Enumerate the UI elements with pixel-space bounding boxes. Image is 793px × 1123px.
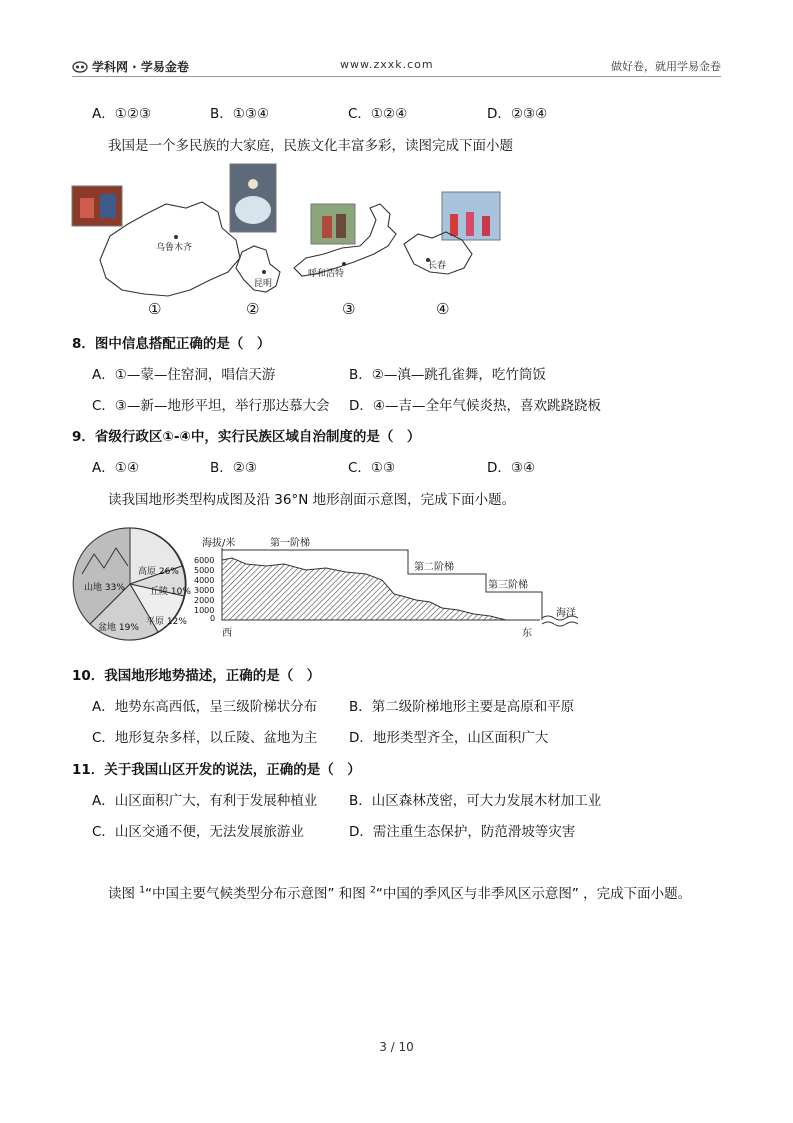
east-label: 东 [522,628,532,639]
figure-2-ref: 2 [370,885,376,896]
intro-climate-part-2: “中国主要气候类型分布示意图” 和图 [145,886,371,902]
pie-label-basin: 盆地 19% [98,623,139,633]
header-slogan: 做好卷，就用学易金卷 [611,60,721,73]
map-number-4: ④ [436,300,450,318]
option-a: A．①②③ [92,106,152,122]
pie-label-plateau: 高原 26% [138,567,179,577]
pie-label-hills: 丘陵 10% [150,587,191,597]
q11-option-b: B．山区森林茂密，可大力发展木材加工业 [349,793,602,809]
question-9-stem: 9．省级行政区①-④中，实行民族区域自治制度的是（ ） [72,429,421,445]
step-1-label: 第一阶梯 [270,538,310,549]
logo-icon [72,61,88,73]
option-c: C．①②④ [348,106,408,122]
west-label: 西 [222,628,232,639]
q8-option-d: D．④—吉—全年气候炎热，喜欢跳跷跷板 [349,398,601,414]
header-url[interactable]: www.zxxk.com [340,58,434,71]
ocean-label: 海洋 [556,608,576,619]
q8-option-c: C．③—新—地形平坦，举行那达慕大会 [92,398,330,414]
option-b: B．①③④ [210,106,270,122]
city-changchun: 长春 [428,261,447,271]
q9-option-b: B．②③ [210,460,257,476]
header-divider [72,76,721,77]
site-logo [72,58,189,75]
y-tick-2000: 2000 [194,596,215,605]
map-number-2: ② [246,300,260,318]
city-urumqi: 乌鲁木齐 [156,243,193,253]
q10-option-c: C．地形复杂多样，以丘陵、盆地为主 [92,730,318,746]
intro-terrain: 读我国地形类型构成图及沿 36°N 地形剖面示意图，完成下面小题。 [108,492,516,508]
step-3-label: 第三阶梯 [488,580,528,591]
pie-label-plain: 平原 12% [146,617,187,627]
map-number-3: ③ [342,300,356,318]
question-8-stem: 8．图中信息搭配正确的是（ ） [72,336,271,352]
question-10-stem: 10．我国地形地势描述，正确的是（ ） [72,668,321,684]
q9-option-c: C．①③ [348,460,396,476]
q11-option-d: D．需注重生态保护，防范滑坡等灾害 [349,824,576,840]
intro-climate-part-1: 读图 [108,886,140,902]
q10-option-b: B．第二级阶梯地形主要是高原和平原 [349,699,575,715]
city-hohhot: 呼和浩特 [308,269,345,279]
map-number-1: ① [148,300,162,318]
q9-option-d: D．③④ [487,460,536,476]
logo-text: 学科网 · 学易金卷 [92,60,189,74]
q8-option-a: A．①—蒙—住窑洞，唱信天游 [92,367,276,383]
intro-climate-part-3: “中国的季风区与非季风区示意图” ，完成下面小题。 [375,886,692,902]
option-d: D．②③④ [487,106,548,122]
ethnic-map-figure [70,160,510,320]
q11-option-c: C．山区交通不便，无法发展旅游业 [92,824,304,840]
q8-option-b: B．②—滇—跳孔雀舞，吃竹筒饭 [349,367,546,383]
pie-label-mountain: 山地 33% [84,583,125,593]
province-outlines [70,160,510,320]
q11-option-a: A．山区面积广大，有利于发展种植业 [92,793,318,809]
q10-option-a: A．地势东高西低，呈三级阶梯状分布 [92,699,318,715]
q9-option-a: A．①④ [92,460,139,476]
step-2-label: 第二阶梯 [414,562,454,573]
page-number: 3 / 10 [379,1040,414,1054]
y-tick-0: 0 [210,614,216,623]
question-11-stem: 11．关于我国山区开发的说法，正确的是（ ） [72,762,361,778]
y-tick-1000: 1000 [194,606,215,615]
y-tick-3000: 3000 [194,586,215,595]
y-tick-5000: 5000 [194,566,215,575]
city-kunming: 昆明 [254,279,273,289]
q10-option-d: D．地形类型齐全，山区面积广大 [349,730,549,746]
y-axis-title: 海拔/米 [202,538,236,549]
intro-climate [108,882,691,902]
y-tick-4000: 4000 [194,576,215,585]
intro-ethnic: 我国是一个多民族的大家庭，民族文化丰富多彩，读图完成下面小题 [108,138,513,154]
figure-1-ref: 1 [139,885,146,896]
terrain-figure [70,524,590,646]
y-tick-6000: 6000 [194,556,215,565]
